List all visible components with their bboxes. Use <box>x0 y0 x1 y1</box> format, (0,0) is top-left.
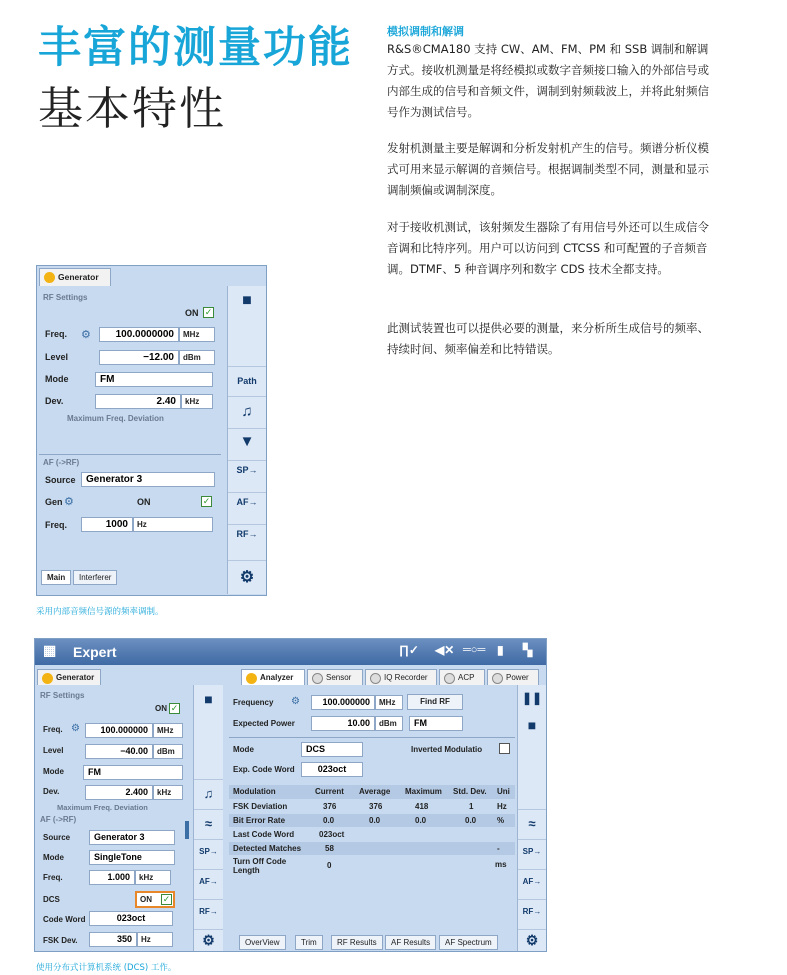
mode-select[interactable]: FM <box>83 765 183 780</box>
filter-wave-icon[interactable]: ≈ <box>194 809 223 839</box>
mode-label: Mode <box>43 767 64 776</box>
exp-code-label: Exp. Code Word <box>233 765 295 774</box>
freq-label: Freq. <box>43 725 63 734</box>
table-row <box>229 842 515 855</box>
dev-unit[interactable]: kHz <box>181 394 213 409</box>
row-current: 376 <box>323 802 337 811</box>
generator-tab[interactable] <box>39 268 111 286</box>
mute-icon[interactable]: ◀✕ <box>435 643 455 657</box>
table-header <box>229 785 515 799</box>
table-row <box>229 800 515 813</box>
find-rf-button[interactable]: Find RF <box>407 694 463 710</box>
tab-rf-results[interactable]: RF Results <box>331 935 383 950</box>
col-unit: Uni <box>497 787 510 796</box>
generator-status-icon <box>44 272 55 283</box>
af-freq-field[interactable]: 1000 <box>81 517 133 532</box>
freq-field[interactable]: 100.000000 <box>85 723 153 738</box>
acp-status-icon <box>444 673 455 684</box>
detected-value: 58 <box>325 844 334 853</box>
af-freq-label: Freq. <box>43 873 63 882</box>
source-label: Source <box>43 833 71 842</box>
inverted-checkbox[interactable] <box>499 743 510 754</box>
source-label: Source <box>45 475 76 485</box>
caption-1: 采用内部音频信号源的频率调制。 <box>36 607 164 617</box>
table-row <box>229 856 515 878</box>
inverted-label: Inverted Modulatio <box>411 745 483 754</box>
music-note-icon[interactable]: ♫ <box>228 396 266 428</box>
af-freq-unit[interactable]: kHz <box>135 870 171 885</box>
title-blue: 丰富的测量功能 <box>38 23 353 73</box>
rf-in-icon[interactable]: RF→ <box>518 899 546 929</box>
level-label: Level <box>43 746 64 755</box>
af-label: AF (->RF) <box>43 458 80 467</box>
dcs-on-label: ON <box>140 895 152 904</box>
dev-field[interactable]: 2.400 <box>85 785 153 800</box>
tab-trim[interactable]: Trim <box>295 935 323 950</box>
code-word-label: Code Word <box>43 915 86 924</box>
tab-acp-label: ACP <box>458 673 475 682</box>
tab-interferer[interactable]: Interferer <box>73 570 117 585</box>
mode-label: Mode <box>45 374 69 384</box>
af-freq-unit[interactable]: Hz <box>133 517 213 532</box>
left-side-toolbar <box>193 685 223 951</box>
tab-power[interactable] <box>487 669 539 685</box>
exp-code-field[interactable]: 023oct <box>301 762 363 777</box>
detected-unit: - <box>497 844 500 853</box>
last-code-value: 023oct <box>319 830 345 839</box>
table-row <box>229 814 515 827</box>
row-stddev: 0.0 <box>465 816 477 825</box>
fsk-dev-field[interactable]: 350 <box>89 932 137 947</box>
a-freq-label: Frequency <box>233 698 274 707</box>
fsk-dev-label: FSK Dev. <box>43 936 78 945</box>
af-out-icon[interactable]: AF→ <box>228 492 266 524</box>
af-in-icon[interactable]: AF→ <box>518 869 546 899</box>
rf-on-checkbox[interactable]: ✓ <box>170 703 179 713</box>
turnoff-label-line1: Turn Off Code <box>233 857 287 866</box>
section-heading: 模拟调制和解调 <box>387 25 464 38</box>
settings-gear-icon[interactable]: ⚙ <box>194 929 223 951</box>
expert-titlebar <box>35 639 546 665</box>
tab-sensor-label: Sensor <box>326 673 352 682</box>
speaker-icon[interactable]: SP→ <box>194 839 223 869</box>
speaker-icon[interactable]: SP→ <box>518 839 546 869</box>
dev-label: Dev. <box>45 396 64 406</box>
af-freq-label: Freq. <box>45 520 68 530</box>
row-current: 0.0 <box>323 816 335 825</box>
tab-sensor[interactable] <box>307 669 363 685</box>
freq-field[interactable]: 100.0000000 <box>99 327 179 342</box>
tab-iq-label: IQ Recorder <box>384 673 428 682</box>
a-mode-select[interactable]: DCS <box>301 742 363 757</box>
max-dev-label: Maximum Freq. Deviation <box>67 414 164 423</box>
level-unit[interactable]: dBm <box>179 350 215 365</box>
turnoff-label-line2: Length <box>233 866 260 875</box>
col-average: Average <box>359 787 391 796</box>
freq-unit[interactable]: MHz <box>153 723 183 738</box>
rf-out-icon[interactable]: RF→ <box>194 899 223 929</box>
generator-screenshot <box>36 265 267 596</box>
generator-tab-label: Generator <box>56 673 95 682</box>
a-gear-icon[interactable]: ⚙ <box>291 696 300 707</box>
generator-status-icon <box>42 673 53 684</box>
music-note-icon[interactable]: ♫ <box>194 779 223 809</box>
row-unit: % <box>497 816 505 825</box>
tab-main[interactable]: Main <box>41 570 71 585</box>
dcs-toggle[interactable] <box>135 891 175 908</box>
paragraph-1: R&S®CMA180 支持 CW、AM、FM、PM 和 SSB 调制和解调方式。接收机测量是将经模拟或数字音频接口输入的外部信号或内部生成的信号和音频文件，调制到射频载波上，并将此射频信号作为测试信号。 <box>387 42 709 119</box>
source-select[interactable]: Generator 3 <box>81 472 215 487</box>
source-select[interactable]: Generator 3 <box>89 830 175 845</box>
af-mode-label: Mode <box>43 853 64 862</box>
freq-unit[interactable]: MHz <box>179 327 215 342</box>
a-freq-unit[interactable]: MHz <box>375 695 403 710</box>
layout-icon[interactable]: ▚ <box>523 643 533 657</box>
settings-gear-icon[interactable]: ⚙ <box>228 560 266 594</box>
row-label: FSK Deviation <box>233 802 288 811</box>
a-freq-field[interactable]: 100.000000 <box>311 695 375 710</box>
level-field[interactable]: −40.00 <box>85 744 153 759</box>
rf-on-label: ON <box>185 308 199 318</box>
path-button[interactable]: Path <box>228 366 266 396</box>
stop-button[interactable]: ■ <box>204 691 213 707</box>
fsk-dev-unit[interactable]: Hz <box>137 932 173 947</box>
row-unit: Hz <box>497 802 507 811</box>
row-average: 376 <box>369 802 383 811</box>
row-label: Bit Error Rate <box>233 816 286 825</box>
dcs-label: DCS <box>43 895 60 904</box>
tab-analyzer-label: Analyzer <box>260 673 294 682</box>
exp-power-field[interactable]: 10.00 <box>311 716 375 731</box>
rf-on-checkbox[interactable]: ✓ <box>204 307 213 317</box>
dcs-checkbox[interactable]: ✓ <box>162 894 171 904</box>
a-mode-label: Mode <box>233 745 254 754</box>
af-out-icon[interactable]: AF→ <box>194 869 223 899</box>
col-stddev: Std. Dev. <box>453 787 487 796</box>
filter-wave-icon[interactable]: ≈ <box>518 809 546 839</box>
row-stddev: 1 <box>469 802 474 811</box>
rf-settings-label: RF Settings <box>40 691 85 700</box>
exp-power-label: Expected Power <box>233 719 295 728</box>
stop-button[interactable]: ■ <box>242 292 252 309</box>
trigger-icon[interactable]: ∏✓ <box>399 643 419 657</box>
rf-out-icon[interactable]: RF→ <box>228 524 266 556</box>
max-dev-label: Maximum Freq. Deviation <box>57 803 148 812</box>
expert-title: Expert <box>73 644 117 660</box>
side-toolbar <box>227 286 266 594</box>
turnoff-unit: ms <box>495 860 507 869</box>
tab-af-results[interactable]: AF Results <box>385 935 436 950</box>
tab-overview[interactable]: OverView <box>239 935 286 950</box>
tab-acp[interactable] <box>439 669 485 685</box>
caption-2: 使用分布式计算机系统 (DCS) 工作。 <box>36 963 177 973</box>
detected-label: Detected Matches <box>233 844 302 853</box>
tab-iq-recorder[interactable] <box>365 669 437 685</box>
gen-gear-icon[interactable]: ⚙ <box>64 496 74 508</box>
dev-unit[interactable]: kHz <box>153 785 183 800</box>
dev-label: Dev. <box>43 787 60 796</box>
paragraph-4: 此测试装置也可以提供必要的测量，来分析所生成信号的频率、持续时间、频率偏差和比特错误。 <box>387 321 709 356</box>
exp-mode-select[interactable]: FM <box>409 716 463 731</box>
pause-button[interactable]: ❚❚ <box>521 691 543 705</box>
code-word-field[interactable]: 023oct <box>89 911 173 926</box>
af-freq-field[interactable]: 1.000 <box>89 870 135 885</box>
rf-on-label: ON <box>155 704 167 713</box>
iq-status-icon <box>370 673 381 684</box>
gear-icon[interactable]: ⚙ <box>71 723 80 734</box>
dev-field[interactable]: 2.40 <box>95 394 181 409</box>
col-current: Current <box>315 787 344 796</box>
paragraph-3: 对于接收机测试，该射频发生器除了有用信号外还可以生成信令音调和比特序列。用户可以访问到 CTCSS 和可配置的子音频音调。DTMF、5 种音调序列和数字 CDS 技术全都支持。 <box>387 220 709 276</box>
row-maximum: 418 <box>415 802 429 811</box>
generator-tab-label: Generator <box>58 272 99 282</box>
paragraph-2: 发射机测量主要是解调和分析发射机产生的信号。频谱分析仪模式可用来显示解调的音频信号。根据调制类型不同，测量和显示调制频偏或调制深度。 <box>387 141 709 197</box>
table-row <box>229 828 515 841</box>
gen-label: Gen <box>45 497 63 507</box>
filter-icon[interactable]: ▼ <box>228 428 266 460</box>
title-black: 基本特性 <box>38 82 227 135</box>
power-status-icon <box>492 673 503 684</box>
sensor-status-icon <box>312 673 323 684</box>
generator-tab[interactable] <box>37 669 101 685</box>
right-side-toolbar <box>517 685 546 951</box>
af-mode-select[interactable]: SingleTone <box>89 850 175 865</box>
expert-screenshot <box>34 638 547 952</box>
slider-icon[interactable]: ═○═ <box>463 644 486 656</box>
tab-af-spectrum[interactable]: AF Spectrum <box>439 935 498 950</box>
gear-icon[interactable]: ⚙ <box>81 329 91 341</box>
tab-analyzer[interactable] <box>241 669 305 685</box>
analyzer-status-icon <box>246 673 257 684</box>
gen-checkbox[interactable]: ✓ <box>202 496 211 506</box>
level-unit[interactable]: dBm <box>153 744 183 759</box>
stop-button[interactable]: ■ <box>527 717 537 733</box>
tab-power-label: Power <box>506 673 529 682</box>
speaker-icon[interactable]: SP→ <box>228 460 266 492</box>
folder-icon[interactable]: ▮ <box>497 643 504 657</box>
gen-on-label: ON <box>137 497 151 507</box>
last-code-label: Last Code Word <box>233 830 295 839</box>
row-maximum: 0.0 <box>415 816 427 825</box>
settings-gear-icon[interactable]: ⚙ <box>518 929 546 951</box>
freq-label: Freq. <box>45 329 68 339</box>
mode-select[interactable]: FM <box>95 372 213 387</box>
scrollbar[interactable] <box>185 821 189 839</box>
menu-grid-icon[interactable]: ▦ <box>43 642 57 658</box>
level-label: Level <box>45 352 69 362</box>
col-maximum: Maximum <box>405 787 442 796</box>
row-average: 0.0 <box>369 816 381 825</box>
af-label: AF (->RF) <box>40 815 77 824</box>
exp-power-unit[interactable]: dBm <box>375 716 403 731</box>
rf-settings-label: RF Settings <box>43 293 88 302</box>
turnoff-label <box>233 857 286 875</box>
level-field[interactable]: −12.00 <box>99 350 179 365</box>
col-modulation: Modulation <box>233 787 276 796</box>
turnoff-value: 0 <box>327 861 332 870</box>
